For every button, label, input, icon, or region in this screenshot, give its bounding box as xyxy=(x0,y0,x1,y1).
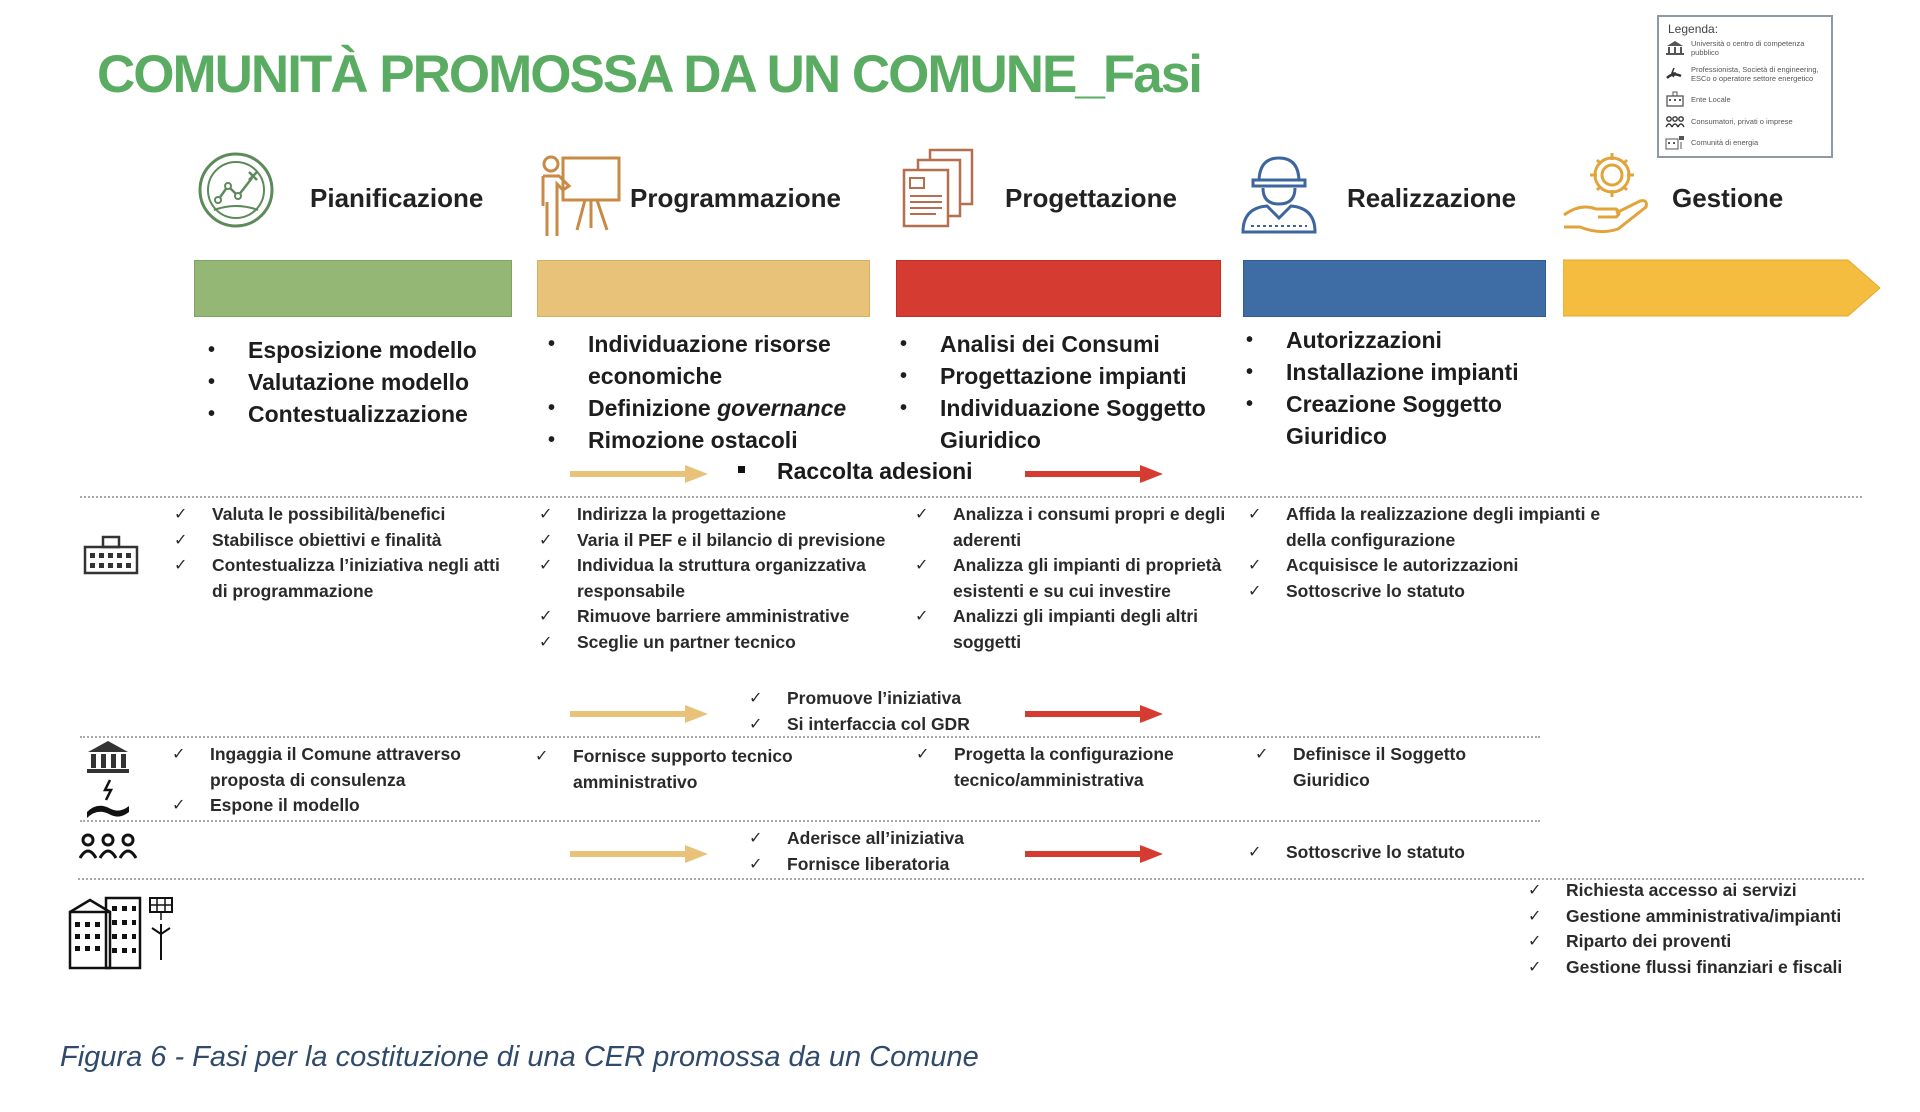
divider xyxy=(80,736,1540,738)
check-item: ✓ Sottoscrive lo statuto xyxy=(1244,840,1504,866)
phase-label-progettazione: Progettazione xyxy=(1005,183,1177,213)
energy-community-icon xyxy=(1665,134,1685,150)
bullet-item: • Autorizzazioni xyxy=(1236,324,1556,356)
divider xyxy=(80,820,1540,822)
bullets-progettazione xyxy=(890,328,1230,456)
bullet-item: • Creazione Soggetto Giuridico xyxy=(1236,388,1556,452)
check-item: ✓ Fornisce supporto tecnico amministrativo xyxy=(531,744,831,795)
check-item: ✓ Promuove l’iniziativa xyxy=(745,686,1025,712)
check-item: ✓ Analizza i consumi propri e degli aderenti xyxy=(911,502,1231,553)
bullet-item-governance: • Definizione governance xyxy=(538,392,868,424)
phase-label-programmazione: Programmazione xyxy=(630,183,841,213)
bullet-item: • Esposizione modello xyxy=(198,334,518,366)
check-item: ✓ Analizza gli impianti di proprietà esistenti e su cui investire xyxy=(911,553,1231,604)
check-item: ✓ Sceglie un partner tecnico xyxy=(535,630,905,656)
professional-icon xyxy=(1665,66,1685,82)
check-item: ✓ Varia il PEF e il bilancio di previsione xyxy=(535,528,905,554)
check-item: ✓ Espone il modello xyxy=(168,793,508,819)
check-item: ✓ Si interfaccia col GDR xyxy=(745,712,1025,738)
check-item: ✓ Indirizza la progettazione xyxy=(535,502,905,528)
ente-programmazione-list xyxy=(535,502,905,655)
competenza-programmazione-list xyxy=(531,744,831,795)
legend-item-professional: Professionista, Società di engineering, ESCo o operatore settore energetico xyxy=(1665,65,1833,83)
shared-bullet-raccolta: Raccolta adesioni xyxy=(777,458,973,484)
legend-box xyxy=(1657,15,1833,158)
arrow-yellow xyxy=(570,702,710,726)
legend-item-consumers: Consumatori, privati o imprese xyxy=(1665,113,1833,129)
consumatori-shared-list xyxy=(745,826,1025,877)
university-icon xyxy=(1665,40,1685,56)
bullet-item: • Contestualizzazione xyxy=(198,398,518,430)
check-item: ✓ Fornisce liberatoria xyxy=(745,852,1025,878)
competenza-progettazione-list xyxy=(912,742,1202,793)
bullet-item: • Analisi dei Consumi xyxy=(890,328,1230,360)
page-title: COMUNITÀ PROMOSSA DA UN COMUNE_Fasi xyxy=(97,45,1201,104)
workers-icon xyxy=(1237,150,1319,235)
check-item: ✓ Riparto dei proventi xyxy=(1524,929,1904,955)
bullets-programmazione xyxy=(538,328,868,456)
consumers-icon xyxy=(1665,113,1685,129)
ente-progettazione-list xyxy=(911,502,1231,655)
check-item: ✓ Gestione flussi finanziari e fiscali xyxy=(1524,955,1904,981)
presenter-board-icon xyxy=(535,150,625,240)
bullet-item: • Progettazione impianti xyxy=(890,360,1230,392)
legend-title: Legenda: xyxy=(1668,22,1719,36)
planning-chart-icon xyxy=(196,150,276,230)
check-item: ✓ Progetta la configurazione tecnico/amministrativa xyxy=(912,742,1202,793)
bullet-item: • Individuazione risorse economiche xyxy=(538,328,868,392)
university-professional-icon xyxy=(83,738,133,818)
bullet-item: • Rimozione ostacoli xyxy=(538,424,868,456)
consumers-icon xyxy=(78,832,138,862)
ente-shared-list xyxy=(745,686,1025,737)
ente-realizzazione-list xyxy=(1244,502,1634,604)
phase-bar-programmazione xyxy=(537,260,870,317)
legend-item-university: Università o centro di competenza pubblico xyxy=(1665,39,1833,57)
arrow-red xyxy=(1025,842,1165,866)
bullet-item: • Individuazione Soggetto Giuridico xyxy=(890,392,1230,456)
ente-pianificazione-list xyxy=(170,502,510,604)
local-authority-icon xyxy=(83,533,139,575)
competenza-pianificazione-list xyxy=(168,742,508,819)
bullets-realizzazione xyxy=(1236,324,1556,452)
check-item: ✓ Affida la realizzazione degli impianti e della configurazione xyxy=(1244,502,1634,553)
phase-bar-pianificazione xyxy=(194,260,512,317)
arrow-yellow xyxy=(570,842,710,866)
check-item: ✓ Analizzi gli impianti degli altri soggetti xyxy=(911,604,1231,655)
energy-community-icon xyxy=(66,890,186,970)
check-item: ✓ Richiesta accesso ai servizi xyxy=(1524,878,1904,904)
competenza-realizzazione-list xyxy=(1251,742,1491,793)
check-item: ✓ Gestione amministrativa/impianti xyxy=(1524,904,1904,930)
consumatori-realizzazione-list xyxy=(1244,840,1504,866)
check-item: ✓ Ingaggia il Comune attraverso proposta di consulenza xyxy=(168,742,508,793)
bullet-item: • Installazione impianti xyxy=(1236,356,1556,388)
check-item: ✓ Acquisisce le autorizzazioni xyxy=(1244,553,1634,579)
check-item: ✓ Stabilisce obiettivi e finalità xyxy=(170,528,510,554)
local-authority-icon xyxy=(1665,91,1685,107)
phase-label-pianificazione: Pianificazione xyxy=(310,183,484,213)
bullet-item: • Valutazione modello xyxy=(198,366,518,398)
check-item: ✓ Sottoscrive lo statuto xyxy=(1244,579,1634,605)
check-item: ✓ Aderisce all’iniziativa xyxy=(745,826,1025,852)
arrow-yellow xyxy=(570,462,710,486)
gear-hand-icon xyxy=(1560,143,1660,238)
arrow-red xyxy=(1025,702,1165,726)
legend-item-local-authority: Ente Locale xyxy=(1665,91,1833,107)
legend-item-energy-community: Comunità di energia xyxy=(1665,134,1833,150)
check-item: ✓ Individua la struttura organizzativa responsabile xyxy=(535,553,905,604)
check-item: ✓ Rimuove barriere amministrative xyxy=(535,604,905,630)
figure-caption: Figura 6 - Fasi per la costituzione di una CER promossa da un Comune xyxy=(60,1041,979,1073)
phase-bar-gestione xyxy=(1563,259,1883,317)
arrow-red xyxy=(1025,462,1165,486)
documents-icon xyxy=(900,146,980,231)
phase-label-realizzazione: Realizzazione xyxy=(1347,183,1517,213)
bullets-pianificazione xyxy=(198,334,518,430)
phase-bar-progettazione xyxy=(896,260,1221,317)
check-item: ✓ Definisce il Soggetto Giuridico xyxy=(1251,742,1491,793)
comunita-gestione-list xyxy=(1524,878,1904,980)
square-bullet xyxy=(736,464,748,476)
divider xyxy=(80,496,1862,498)
check-item: ✓ Valuta le possibilità/benefici xyxy=(170,502,510,528)
check-item: ✓ Contestualizza l’iniziativa negli atti di programmazione xyxy=(170,553,510,604)
phase-bar-realizzazione xyxy=(1243,260,1546,317)
governance-italic: governance xyxy=(717,395,847,421)
phase-label-gestione: Gestione xyxy=(1672,183,1784,213)
